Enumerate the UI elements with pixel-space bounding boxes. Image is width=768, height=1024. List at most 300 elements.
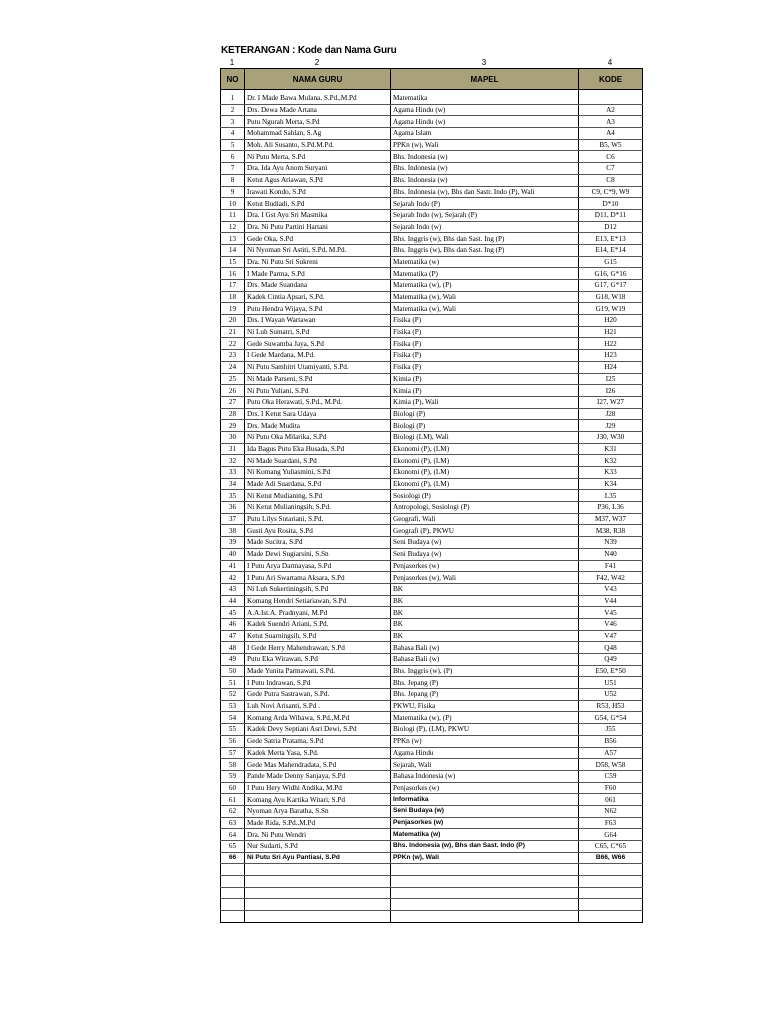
mapel-cell: Bhs. Indonesia (w) bbox=[391, 163, 579, 175]
kode-cell: G15 bbox=[579, 256, 643, 268]
nama-guru-cell: Komang Arda Wibawa, S.Pd.,M.Pd bbox=[245, 712, 391, 724]
mapel-cell: Fisika (P) bbox=[391, 338, 579, 350]
nama-guru-cell: Made Rida, S.Pd.,M.Pd bbox=[245, 817, 391, 829]
kode-cell: K33 bbox=[579, 467, 643, 479]
nama-guru-cell: Ni Putu Samhitri Utamiyanti, S.Pd. bbox=[245, 361, 391, 373]
no-cell: 54 bbox=[221, 712, 245, 724]
kode-cell: B66, W66 bbox=[579, 852, 643, 864]
kode-cell: I25 bbox=[579, 373, 643, 385]
mapel-cell: Kimia (P) bbox=[391, 385, 579, 397]
nama-guru-cell: Made Sucitra, S.Pd bbox=[245, 537, 391, 549]
table-row bbox=[221, 817, 643, 829]
nama-guru-cell: Dra. I Gst Ayu Sri Masmika bbox=[245, 209, 391, 221]
empty-cell bbox=[579, 899, 643, 911]
kode-cell: C6 bbox=[579, 151, 643, 163]
nama-guru-cell: Ni Putu Sri Ayu Pantiasi, S.Pd bbox=[245, 852, 391, 864]
table-row bbox=[221, 151, 643, 163]
mapel-cell: Fisika (P) bbox=[391, 326, 579, 338]
table-row bbox=[221, 513, 643, 525]
table-row bbox=[221, 618, 643, 630]
empty-row bbox=[221, 899, 643, 911]
mapel-cell: Agama Hindu (w) bbox=[391, 104, 579, 116]
no-cell: 19 bbox=[221, 303, 245, 315]
table-row bbox=[221, 478, 643, 490]
no-cell: 49 bbox=[221, 654, 245, 666]
table-row bbox=[221, 735, 643, 747]
nama-guru-cell: Gusti Ayu Rosita, S.Pd bbox=[245, 525, 391, 537]
header-nama-guru: NAMA GURU bbox=[245, 69, 391, 90]
kode-cell: J55 bbox=[579, 724, 643, 736]
table-row bbox=[221, 174, 643, 186]
no-cell: 33 bbox=[221, 467, 245, 479]
kode-cell: I26 bbox=[579, 385, 643, 397]
kode-cell: K31 bbox=[579, 443, 643, 455]
kode-cell: J29 bbox=[579, 420, 643, 432]
no-cell: 6 bbox=[221, 151, 245, 163]
empty-cell bbox=[579, 876, 643, 888]
table-row bbox=[221, 572, 643, 584]
table-row bbox=[221, 630, 643, 642]
nama-guru-cell: Komang Ayu Kartika Witari, S.Pd bbox=[245, 794, 391, 806]
kode-cell: H21 bbox=[579, 326, 643, 338]
table-row bbox=[221, 221, 643, 233]
table-row bbox=[221, 782, 643, 794]
nama-guru-cell: Drs. I Wayan Wartawan bbox=[245, 315, 391, 327]
mapel-cell: Bhs. Indonesia (w), Bhs dan Sast. Indo (P) bbox=[391, 841, 579, 853]
table-row bbox=[221, 128, 643, 140]
kode-cell: E50, E*50 bbox=[579, 665, 643, 677]
table-row bbox=[221, 607, 643, 619]
no-cell: 15 bbox=[221, 256, 245, 268]
mapel-cell: Sosiologi (P) bbox=[391, 490, 579, 502]
table-row bbox=[221, 420, 643, 432]
no-cell: 3 bbox=[221, 116, 245, 128]
no-cell: 58 bbox=[221, 759, 245, 771]
mapel-cell: Sejarah Indo (w) bbox=[391, 221, 579, 233]
table-row bbox=[221, 90, 643, 105]
kode-cell: D12 bbox=[579, 221, 643, 233]
nama-guru-cell: Luh Novi Arisanti, S.Pd . bbox=[245, 700, 391, 712]
table-body bbox=[221, 90, 643, 923]
nama-guru-cell: Gede Oka, S.Pd bbox=[245, 233, 391, 245]
table-row bbox=[221, 209, 643, 221]
nama-guru-cell: Drs. Made Mudita bbox=[245, 420, 391, 432]
kode-cell: G16, G*16 bbox=[579, 268, 643, 280]
table-row bbox=[221, 548, 643, 560]
mapel-cell: Matematika (w) bbox=[391, 256, 579, 268]
nama-guru-cell: Gede Satria Pratama, S.Pd bbox=[245, 735, 391, 747]
table-row bbox=[221, 326, 643, 338]
mapel-cell: Biologi (LM), Wali bbox=[391, 431, 579, 443]
mapel-cell: Matematika (w), Wali bbox=[391, 303, 579, 315]
table-row bbox=[221, 350, 643, 362]
table-row bbox=[221, 244, 643, 256]
nama-guru-cell: Putu Lilys Sutariani, S.Pd. bbox=[245, 513, 391, 525]
mapel-cell: Biologi (P), (LM), PKWU bbox=[391, 724, 579, 736]
no-cell: 60 bbox=[221, 782, 245, 794]
nama-guru-cell: Ni Putu Oka Milarika, S.Pd bbox=[245, 431, 391, 443]
table-row bbox=[221, 724, 643, 736]
empty-cell bbox=[391, 876, 579, 888]
table-row bbox=[221, 280, 643, 292]
nama-guru-cell: Kadek Suendri Ariani, S.Pd. bbox=[245, 618, 391, 630]
mapel-cell: Geografi, Wali bbox=[391, 513, 579, 525]
table-row bbox=[221, 747, 643, 759]
nama-guru-cell: Kadek Merta Yasa, S.Pd. bbox=[245, 747, 391, 759]
no-cell: 23 bbox=[221, 350, 245, 362]
empty-cell bbox=[245, 876, 391, 888]
table-row bbox=[221, 396, 643, 408]
no-cell: 56 bbox=[221, 735, 245, 747]
kode-cell: E13, E*13 bbox=[579, 233, 643, 245]
no-cell: 46 bbox=[221, 618, 245, 630]
mapel-cell: BK bbox=[391, 583, 579, 595]
kode-cell: V45 bbox=[579, 607, 643, 619]
column-number-4: 4 bbox=[607, 58, 613, 67]
empty-cell bbox=[221, 876, 245, 888]
kode-cell: V46 bbox=[579, 618, 643, 630]
mapel-cell: Matematika (w) bbox=[391, 829, 579, 841]
table-row bbox=[221, 361, 643, 373]
kode-cell: N62 bbox=[579, 805, 643, 817]
kode-cell: G17, G*17 bbox=[579, 280, 643, 292]
table-row bbox=[221, 256, 643, 268]
table-row bbox=[221, 583, 643, 595]
table-row bbox=[221, 186, 643, 198]
no-cell: 17 bbox=[221, 280, 245, 292]
column-number-2: 2 bbox=[314, 58, 320, 67]
nama-guru-cell: Dr. I Made Bawa Mulana, S.Pd.,M.Pd bbox=[245, 90, 391, 105]
mapel-cell: Ekonomi (P), (LM) bbox=[391, 443, 579, 455]
no-cell: 55 bbox=[221, 724, 245, 736]
teacher-table bbox=[220, 68, 643, 923]
no-cell: 40 bbox=[221, 548, 245, 560]
table-header-row bbox=[221, 69, 643, 90]
nama-guru-cell: Ni Putu Merta, S.Pd bbox=[245, 151, 391, 163]
no-cell: 42 bbox=[221, 572, 245, 584]
mapel-cell: PPKn (w), Wali bbox=[391, 139, 579, 151]
no-cell: 47 bbox=[221, 630, 245, 642]
nama-guru-cell: Ni Putu Yuliani, S.Pd bbox=[245, 385, 391, 397]
mapel-cell: Sejarah, Wali bbox=[391, 759, 579, 771]
empty-cell bbox=[245, 899, 391, 911]
mapel-cell: Kimia (P), Wali bbox=[391, 396, 579, 408]
table-row bbox=[221, 654, 643, 666]
mapel-cell: Sejarah Indo (w), Sejarah (P) bbox=[391, 209, 579, 221]
empty-cell bbox=[579, 887, 643, 899]
kode-cell: J28 bbox=[579, 408, 643, 420]
no-cell: 5 bbox=[221, 139, 245, 151]
table-row bbox=[221, 198, 643, 210]
mapel-cell: Sejarah Indo (P) bbox=[391, 198, 579, 210]
table-row bbox=[221, 291, 643, 303]
no-cell: 63 bbox=[221, 817, 245, 829]
kode-cell: F63 bbox=[579, 817, 643, 829]
no-cell: 1 bbox=[221, 90, 245, 105]
mapel-cell: Fisika (P) bbox=[391, 315, 579, 327]
mapel-cell: Penjasorkes (w), Wali bbox=[391, 572, 579, 584]
table-row bbox=[221, 805, 643, 817]
no-cell: 20 bbox=[221, 315, 245, 327]
no-cell: 45 bbox=[221, 607, 245, 619]
kode-cell: M38, R38 bbox=[579, 525, 643, 537]
mapel-cell: Kimia (P) bbox=[391, 373, 579, 385]
no-cell: 36 bbox=[221, 502, 245, 514]
mapel-cell: BK bbox=[391, 630, 579, 642]
mapel-cell: Agama Hindu bbox=[391, 747, 579, 759]
mapel-cell: Bahasa Indonesia (w) bbox=[391, 770, 579, 782]
mapel-cell: Geografi (P), PKWU bbox=[391, 525, 579, 537]
mapel-cell: Fisika (P) bbox=[391, 361, 579, 373]
nama-guru-cell: Made Yunita Parmawati, S.Pd. bbox=[245, 665, 391, 677]
table-row bbox=[221, 525, 643, 537]
kode-cell: H22 bbox=[579, 338, 643, 350]
no-cell: 38 bbox=[221, 525, 245, 537]
mapel-cell: Ekonomi (P), (LM) bbox=[391, 455, 579, 467]
no-cell: 30 bbox=[221, 431, 245, 443]
nama-guru-cell: Ni Ketut Mudianing, S.Pd bbox=[245, 490, 391, 502]
mapel-cell: Penjasorkes (w) bbox=[391, 817, 579, 829]
kode-cell: N40 bbox=[579, 548, 643, 560]
table-row bbox=[221, 595, 643, 607]
mapel-cell: Bhs. Indonesia (w), Bhs dan Sastr. Indo (P), Wali bbox=[391, 186, 579, 198]
mapel-cell: PPKn (w) bbox=[391, 735, 579, 747]
no-cell: 12 bbox=[221, 221, 245, 233]
nama-guru-cell: Gede Suwamba Jaya, S.Pd bbox=[245, 338, 391, 350]
empty-cell bbox=[391, 864, 579, 876]
no-cell: 41 bbox=[221, 560, 245, 572]
empty-cell bbox=[579, 864, 643, 876]
table-row bbox=[221, 560, 643, 572]
empty-cell bbox=[391, 887, 579, 899]
table-row bbox=[221, 642, 643, 654]
empty-cell bbox=[221, 911, 245, 923]
column-numbers bbox=[0, 58, 768, 68]
nama-guru-cell: Ni Luh Sumatri, S.Pd bbox=[245, 326, 391, 338]
kode-cell: C8 bbox=[579, 174, 643, 186]
no-cell: 7 bbox=[221, 163, 245, 175]
mapel-cell: Bhs. Inggris (w), (P) bbox=[391, 665, 579, 677]
nama-guru-cell: I Putu Hery Widhi Andika, M.Pd bbox=[245, 782, 391, 794]
header-mapel: MAPEL bbox=[391, 69, 579, 90]
no-cell: 21 bbox=[221, 326, 245, 338]
no-cell: 59 bbox=[221, 770, 245, 782]
mapel-cell: Seni Budaya (w) bbox=[391, 805, 579, 817]
mapel-cell: PPKn (w), Wali bbox=[391, 852, 579, 864]
nama-guru-cell: Dra. Ni Putu Partini Hartani bbox=[245, 221, 391, 233]
mapel-cell: Bhs. Indonesia (w) bbox=[391, 151, 579, 163]
kode-cell: A57 bbox=[579, 747, 643, 759]
kode-cell: M37, W37 bbox=[579, 513, 643, 525]
empty-row bbox=[221, 876, 643, 888]
nama-guru-cell: Putu Hendra Wijaya, S.Pd bbox=[245, 303, 391, 315]
nama-guru-cell: Gede Putra Sastrawan, S.Pd. bbox=[245, 689, 391, 701]
kode-cell: U51 bbox=[579, 677, 643, 689]
nama-guru-cell: Ni Made Suardani, S.Pd bbox=[245, 455, 391, 467]
mapel-cell: Bahasa Bali (w) bbox=[391, 642, 579, 654]
nama-guru-cell: Ketut Agus Ariawan, S.Pd bbox=[245, 174, 391, 186]
no-cell: 35 bbox=[221, 490, 245, 502]
table-row bbox=[221, 455, 643, 467]
table-row bbox=[221, 233, 643, 245]
mapel-cell: Matematika (P) bbox=[391, 268, 579, 280]
kode-cell: I27, W27 bbox=[579, 396, 643, 408]
no-cell: 14 bbox=[221, 244, 245, 256]
mapel-cell: Bhs. Inggris (w), Bhs dan Sast. Ing (P) bbox=[391, 233, 579, 245]
nama-guru-cell: Drs. Dewa Made Artana bbox=[245, 104, 391, 116]
mapel-cell: Ekonomi (P), (LM) bbox=[391, 478, 579, 490]
table-row bbox=[221, 689, 643, 701]
table-row bbox=[221, 665, 643, 677]
empty-cell bbox=[391, 911, 579, 923]
nama-guru-cell: Ketut Budiadi, S.Pd bbox=[245, 198, 391, 210]
empty-cell bbox=[245, 887, 391, 899]
no-cell: 9 bbox=[221, 186, 245, 198]
nama-guru-cell: I Gede Mardana, M.Pd. bbox=[245, 350, 391, 362]
kode-cell: D*10 bbox=[579, 198, 643, 210]
kode-cell: Q48 bbox=[579, 642, 643, 654]
no-cell: 18 bbox=[221, 291, 245, 303]
no-cell: 28 bbox=[221, 408, 245, 420]
mapel-cell: BK bbox=[391, 618, 579, 630]
no-cell: 64 bbox=[221, 829, 245, 841]
nama-guru-cell: I Putu Arya Darmayasa, S.Pd bbox=[245, 560, 391, 572]
kode-cell: D11, D*11 bbox=[579, 209, 643, 221]
nama-guru-cell: Irawati Kondo, S.Pd bbox=[245, 186, 391, 198]
kode-cell: F42, W42 bbox=[579, 572, 643, 584]
table-row bbox=[221, 303, 643, 315]
nama-guru-cell: Putu Ngurah Merta, S.Pd bbox=[245, 116, 391, 128]
kode-cell: N39 bbox=[579, 537, 643, 549]
no-cell: 10 bbox=[221, 198, 245, 210]
empty-cell bbox=[245, 911, 391, 923]
mapel-cell: Agama Hindu (w) bbox=[391, 116, 579, 128]
kode-cell: B5, W5 bbox=[579, 139, 643, 151]
kode-cell: K32 bbox=[579, 455, 643, 467]
mapel-cell: Matematika (w), Wali bbox=[391, 291, 579, 303]
no-cell: 13 bbox=[221, 233, 245, 245]
nama-guru-cell: I Made Parma, S.Pd bbox=[245, 268, 391, 280]
table-row bbox=[221, 502, 643, 514]
no-cell: 4 bbox=[221, 128, 245, 140]
table-row bbox=[221, 268, 643, 280]
empty-cell bbox=[221, 864, 245, 876]
kode-cell: D58, W58 bbox=[579, 759, 643, 771]
kode-cell: C59 bbox=[579, 770, 643, 782]
mapel-cell: Penjasorkes (w) bbox=[391, 560, 579, 572]
nama-guru-cell: Ni Made Parseni, S.Pd bbox=[245, 373, 391, 385]
nama-guru-cell: Ni Komang Yuliasmini, S.Pd bbox=[245, 467, 391, 479]
kode-cell: G18, W18 bbox=[579, 291, 643, 303]
kode-cell: 061 bbox=[579, 794, 643, 806]
mapel-cell: Seni Budaya (w) bbox=[391, 537, 579, 549]
nama-guru-cell: Moh. Ali Susanto, S.Pd.M.Pd. bbox=[245, 139, 391, 151]
mapel-cell: Informatika bbox=[391, 794, 579, 806]
nama-guru-cell: Made Dewi Sugiarsini, S.Sn bbox=[245, 548, 391, 560]
no-cell: 8 bbox=[221, 174, 245, 186]
kode-cell: V47 bbox=[579, 630, 643, 642]
nama-guru-cell: Dra. Ni Putu Wendri bbox=[245, 829, 391, 841]
empty-row bbox=[221, 911, 643, 923]
table-row bbox=[221, 794, 643, 806]
kode-cell: F60 bbox=[579, 782, 643, 794]
no-cell: 65 bbox=[221, 841, 245, 853]
empty-row bbox=[221, 864, 643, 876]
no-cell: 53 bbox=[221, 700, 245, 712]
kode-cell: A2 bbox=[579, 104, 643, 116]
kode-cell: G64 bbox=[579, 829, 643, 841]
kode-cell: U52 bbox=[579, 689, 643, 701]
mapel-cell: Bhs. Indonesia (w) bbox=[391, 174, 579, 186]
nama-guru-cell: Komang Hendri Setiariawan, S.Pd bbox=[245, 595, 391, 607]
no-cell: 25 bbox=[221, 373, 245, 385]
nama-guru-cell: Kadek Devy Septiani Asri Dewi, S.Pd bbox=[245, 724, 391, 736]
empty-row bbox=[221, 887, 643, 899]
nama-guru-cell: Ni Ketut Mulianingsih, S.Pd. bbox=[245, 502, 391, 514]
nama-guru-cell: Pande Made Denny Sanjaya, S.Pd bbox=[245, 770, 391, 782]
nama-guru-cell: Ni Luh Sukertiningsih, S.Pd bbox=[245, 583, 391, 595]
mapel-cell: Seni Budaya (w) bbox=[391, 548, 579, 560]
kode-cell: H23 bbox=[579, 350, 643, 362]
table-row bbox=[221, 116, 643, 128]
table-row bbox=[221, 431, 643, 443]
table-row bbox=[221, 490, 643, 502]
no-cell: 62 bbox=[221, 805, 245, 817]
kode-cell: V43 bbox=[579, 583, 643, 595]
no-cell: 43 bbox=[221, 583, 245, 595]
mapel-cell: Fisika (P) bbox=[391, 350, 579, 362]
empty-cell bbox=[221, 887, 245, 899]
mapel-cell: Bhs. Jepang (P) bbox=[391, 689, 579, 701]
no-cell: 39 bbox=[221, 537, 245, 549]
kode-cell: Q49 bbox=[579, 654, 643, 666]
mapel-cell: Matematika (w), (P) bbox=[391, 712, 579, 724]
no-cell: 61 bbox=[221, 794, 245, 806]
table-row bbox=[221, 408, 643, 420]
header-no: NO bbox=[221, 69, 245, 90]
no-cell: 27 bbox=[221, 396, 245, 408]
mapel-cell: Antropologi, Sosiologi (P) bbox=[391, 502, 579, 514]
table-row bbox=[221, 373, 643, 385]
table-row bbox=[221, 104, 643, 116]
no-cell: 2 bbox=[221, 104, 245, 116]
kode-cell: V44 bbox=[579, 595, 643, 607]
kode-cell: C7 bbox=[579, 163, 643, 175]
mapel-cell: Matematika bbox=[391, 90, 579, 105]
nama-guru-cell: Drs. Made Suandana bbox=[245, 280, 391, 292]
mapel-cell: Penjasorkes (w) bbox=[391, 782, 579, 794]
mapel-cell: Matematika (w), (P) bbox=[391, 280, 579, 292]
nama-guru-cell: Ida Bagus Putu Eka Husada, S.Pd bbox=[245, 443, 391, 455]
kode-cell: J30, W30 bbox=[579, 431, 643, 443]
kode-cell: K34 bbox=[579, 478, 643, 490]
kode-cell: H24 bbox=[579, 361, 643, 373]
no-cell: 29 bbox=[221, 420, 245, 432]
nama-guru-cell: Putu Eka Wirawan, S.Pd bbox=[245, 654, 391, 666]
nama-guru-cell: A.A.Ist.A. Pradnyani, M.Pd bbox=[245, 607, 391, 619]
kode-cell bbox=[579, 90, 643, 105]
nama-guru-cell: Gede Mas Mahendradata, S.Pd bbox=[245, 759, 391, 771]
mapel-cell: Agama Islam bbox=[391, 128, 579, 140]
mapel-cell: Biologi (P) bbox=[391, 408, 579, 420]
table-row bbox=[221, 700, 643, 712]
table-row bbox=[221, 537, 643, 549]
no-cell: 52 bbox=[221, 689, 245, 701]
kode-cell: P36, L36 bbox=[579, 502, 643, 514]
table-row bbox=[221, 467, 643, 479]
mapel-cell: Biologi (P) bbox=[391, 420, 579, 432]
nama-guru-cell: Made Adi Suardana, S.Pd bbox=[245, 478, 391, 490]
